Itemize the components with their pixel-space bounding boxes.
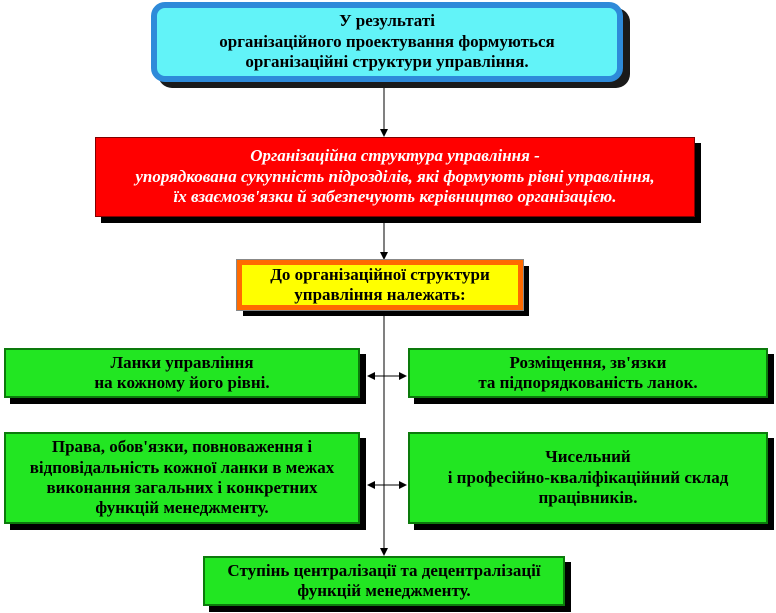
item-rights-duties [4, 432, 360, 524]
item-bottom-line-1: Ступінь централізації та децентралізації [227, 560, 541, 580]
belongs-box [237, 260, 523, 310]
item-right-2-line-3: працівників. [538, 488, 638, 508]
definition-line-3: їх взаємозв'язки й забезпечують керівництво організацією. [173, 187, 617, 207]
result-box [151, 2, 623, 82]
belongs-line-1: До організаційної структури [270, 264, 490, 284]
definition-box [95, 137, 695, 217]
item-left-2-line-2: відповідальність кожної ланки в межах [29, 457, 335, 477]
item-right-2-line-1: Чисельний [545, 447, 631, 467]
item-management-links [4, 348, 360, 398]
item-bottom-line-2: функцій менеджменту. [297, 581, 471, 600]
item-left-1-line-1: Ланки управління [110, 352, 254, 372]
item-placement-links [408, 348, 768, 398]
item-right-2-line-2: і професійно-кваліфікаційний склад [447, 467, 729, 487]
item-left-1-line-2: на кожному його рівні. [94, 373, 270, 392]
item-right-1-line-2: та підпорядкованість ланок. [478, 373, 698, 392]
result-line-3: організаційні структури управління. [245, 52, 529, 72]
result-line-1: У результаті [339, 11, 435, 31]
belongs-line-2: управління належать: [294, 285, 466, 304]
item-staff-composition [408, 432, 768, 524]
item-right-1-line-1: Розміщення, зв'язки [509, 352, 667, 372]
definition-line-1: Організаційна структура управління - [250, 146, 540, 166]
result-line-2: організаційного проектування формуються [219, 31, 555, 51]
item-centralization-degree [203, 556, 565, 606]
item-left-2-line-1: Права, обов'язки, повноваження і [51, 437, 313, 457]
item-left-2-line-3: виконання загальних і конкретних [46, 478, 318, 497]
item-left-2-line-4: функцій менеджменту. [95, 498, 269, 518]
definition-line-2: упорядкована сукупність підрозділів, які формують рівні управління, [135, 166, 655, 186]
